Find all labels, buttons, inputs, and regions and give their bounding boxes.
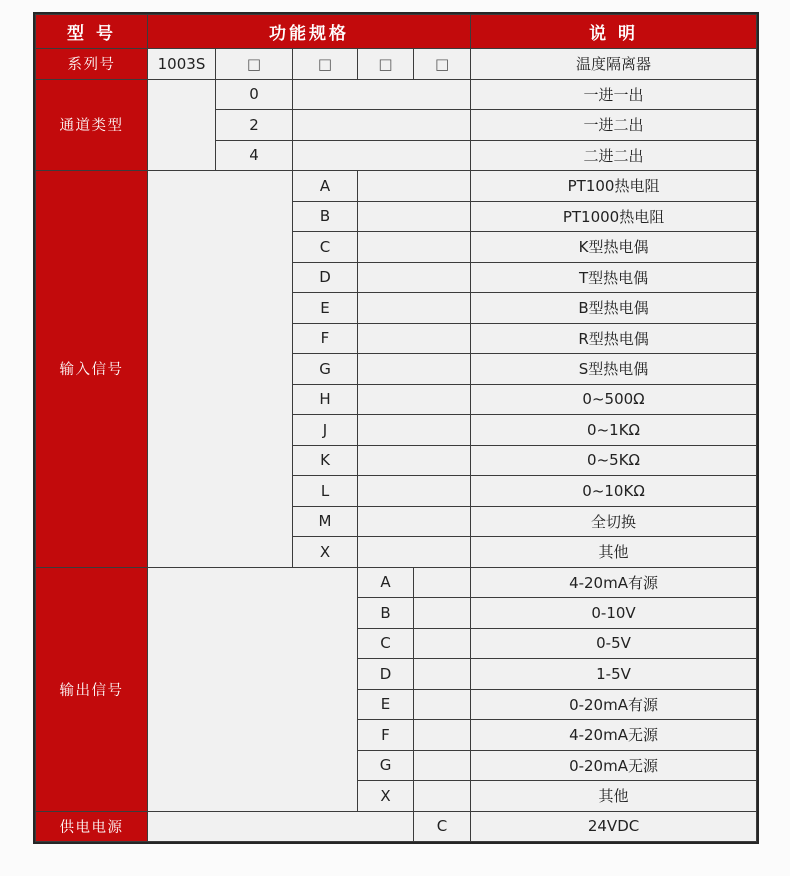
code-cell: J	[293, 415, 358, 446]
empty-cell	[293, 79, 471, 110]
table-body	[36, 49, 757, 842]
empty-cell	[414, 628, 471, 659]
code-cell: B	[293, 201, 358, 232]
code-cell: X	[293, 537, 358, 568]
code-cell: F	[293, 323, 358, 354]
empty-cell	[148, 79, 216, 171]
description-cell: 温度隔离器	[471, 49, 757, 80]
section-label-input-signal: 输入信号	[36, 171, 148, 568]
series-row	[36, 49, 757, 80]
description-cell: PT1000热电阻	[471, 201, 757, 232]
code-cell: 2	[216, 110, 293, 141]
description-cell: 其他	[471, 537, 757, 568]
description-cell: PT100热电阻	[471, 171, 757, 202]
description-cell: 1-5V	[471, 659, 757, 690]
code-cell: D	[293, 262, 358, 293]
placeholder-checkbox-icon: □	[216, 49, 293, 80]
empty-cell	[358, 354, 471, 385]
code-cell: H	[293, 384, 358, 415]
table-header	[36, 15, 757, 49]
series-label: 系列号	[36, 49, 148, 80]
empty-cell	[148, 171, 293, 568]
empty-cell	[358, 384, 471, 415]
placeholder-checkbox-icon: □	[414, 49, 471, 80]
empty-cell	[358, 323, 471, 354]
series-code: 1003S	[148, 49, 216, 80]
description-cell: S型热电偶	[471, 354, 757, 385]
code-cell: A	[293, 171, 358, 202]
spec-table	[35, 14, 757, 842]
empty-cell	[358, 201, 471, 232]
description-cell: 4-20mA有源	[471, 567, 757, 598]
header-model: 型 号	[36, 15, 148, 49]
description-cell: K型热电偶	[471, 232, 757, 263]
code-cell: C	[414, 811, 471, 842]
table-row	[36, 171, 757, 202]
code-cell: E	[358, 689, 414, 720]
code-cell: 4	[216, 140, 293, 171]
empty-cell	[414, 689, 471, 720]
empty-cell	[414, 567, 471, 598]
section-label-output-signal: 输出信号	[36, 567, 148, 811]
empty-cell	[358, 445, 471, 476]
placeholder-checkbox-icon: □	[293, 49, 358, 80]
table-row	[36, 79, 757, 110]
empty-cell	[358, 537, 471, 568]
header-spec: 功能规格	[148, 15, 471, 49]
empty-cell	[358, 415, 471, 446]
model-selection-table	[33, 12, 759, 844]
empty-cell	[148, 811, 414, 842]
code-cell: 0	[216, 79, 293, 110]
empty-cell	[293, 140, 471, 171]
code-cell: C	[293, 232, 358, 263]
empty-cell	[414, 659, 471, 690]
code-cell: G	[293, 354, 358, 385]
empty-cell	[293, 110, 471, 141]
empty-cell	[414, 598, 471, 629]
placeholder-checkbox-icon: □	[358, 49, 414, 80]
description-cell: 0~10KΩ	[471, 476, 757, 507]
code-cell: L	[293, 476, 358, 507]
code-cell: B	[358, 598, 414, 629]
description-cell: 4-20mA无源	[471, 720, 757, 751]
description-cell: T型热电偶	[471, 262, 757, 293]
description-cell: 一进二出	[471, 110, 757, 141]
empty-cell	[414, 750, 471, 781]
code-cell: G	[358, 750, 414, 781]
description-cell: 0-20mA有源	[471, 689, 757, 720]
description-cell: 24VDC	[471, 811, 757, 842]
section-label-channel-type: 通道类型	[36, 79, 148, 171]
empty-cell	[358, 293, 471, 324]
description-cell: 0~1KΩ	[471, 415, 757, 446]
empty-cell	[358, 262, 471, 293]
empty-cell	[358, 476, 471, 507]
code-cell: M	[293, 506, 358, 537]
description-cell: 0~500Ω	[471, 384, 757, 415]
code-cell: K	[293, 445, 358, 476]
table-row	[36, 567, 757, 598]
description-cell: 0-20mA无源	[471, 750, 757, 781]
code-cell: F	[358, 720, 414, 751]
description-cell: 一进一出	[471, 79, 757, 110]
description-cell: 0-5V	[471, 628, 757, 659]
description-cell: 二进二出	[471, 140, 757, 171]
code-cell: C	[358, 628, 414, 659]
description-cell: 其他	[471, 781, 757, 812]
code-cell: A	[358, 567, 414, 598]
description-cell: R型热电偶	[471, 323, 757, 354]
empty-cell	[414, 720, 471, 751]
description-cell: 全切换	[471, 506, 757, 537]
empty-cell	[414, 781, 471, 812]
empty-cell	[148, 567, 358, 811]
empty-cell	[358, 171, 471, 202]
empty-cell	[358, 232, 471, 263]
empty-cell	[358, 506, 471, 537]
description-cell: 0~5KΩ	[471, 445, 757, 476]
description-cell: 0-10V	[471, 598, 757, 629]
header-description: 说 明	[471, 15, 757, 49]
table-row	[36, 811, 757, 842]
code-cell: X	[358, 781, 414, 812]
description-cell: B型热电偶	[471, 293, 757, 324]
code-cell: E	[293, 293, 358, 324]
code-cell: D	[358, 659, 414, 690]
section-label-power-supply: 供电电源	[36, 811, 148, 842]
